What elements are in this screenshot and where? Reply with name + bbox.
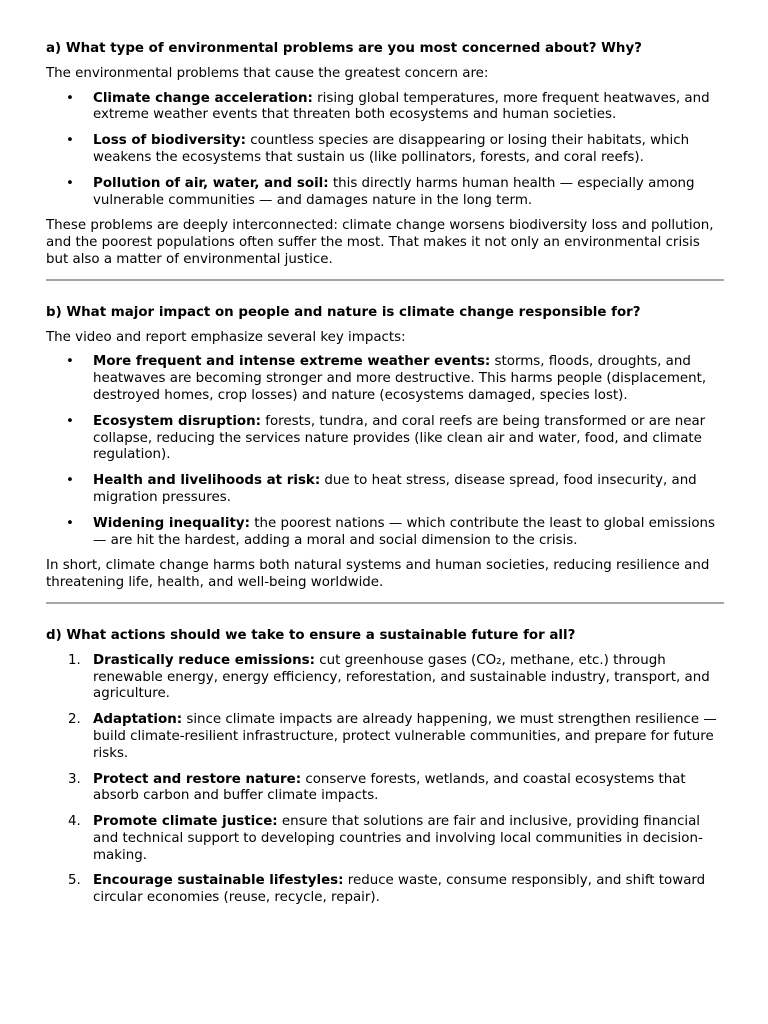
item-lead: Adaptation: (93, 712, 183, 728)
list-item (46, 473, 724, 507)
section-b-intro: The video and report emphasize several key impacts: (46, 329, 406, 345)
list-item (46, 414, 724, 464)
item-number: 5. (68, 873, 81, 889)
numbered-item (46, 814, 724, 864)
item-lead: Health and livelihoods at risk: (93, 473, 321, 489)
document-page (46, 41, 724, 916)
section-a-list (46, 91, 724, 210)
bullet-marker: • (66, 413, 74, 429)
item-text: countless species are disappearing or losing their habitats, which weakens the ecosystems that sustain us (like pollinators, forests, and coral reefs). (93, 133, 690, 165)
list-item (46, 176, 724, 210)
item-number: 1. (68, 652, 81, 668)
item-lead: Encourage sustainable lifestyles: (93, 873, 344, 889)
item-text: reduce waste, consume responsibly, and shift toward circular economies (reuse, recycle, repair). (93, 873, 706, 906)
item-lead: Pollution of air, water, and soil: (93, 175, 329, 191)
section-b (46, 305, 724, 592)
item-lead: Promote climate justice: (93, 814, 278, 830)
section-b-list (46, 354, 724, 549)
section-divider (46, 602, 724, 604)
section-d-list (46, 653, 724, 907)
section-a-heading: a) What type of environmental problems are you most concerned about? Why? (46, 41, 642, 56)
item-text: conserve forests, wetlands, and coastal ecosystems that absorb carbon and buffer climate impacts. (93, 771, 686, 804)
numbered-item (46, 712, 724, 762)
item-text: forests, tundra, and coral reefs are being transformed or are near collapse, reducing the services nature provides (like clean air and water, food, and climate regulation). (93, 413, 706, 463)
item-text: rising global temperatures, more frequent heatwaves, and extreme weather events that threaten both ecosystems and human societies. (93, 90, 710, 123)
numbered-item (46, 772, 724, 806)
section-a-closing: These problems are deeply interconnected: climate change worsens biodiversity loss and pollution, and the poorest populations often suffer the most. That makes it not only an environmental crisis but also a matter of environmental justice. (46, 218, 714, 267)
item-number: 4. (68, 814, 81, 830)
bullet-marker: • (66, 175, 74, 191)
list-item (46, 516, 724, 550)
item-lead: Drastically reduce emissions: (93, 652, 315, 668)
item-text: storms, floods, droughts, and heatwaves are becoming stronger and more destructive. This harms people (displacement, destroyed homes, crop losses) and nature (ecosystems damaged, species lost). (93, 354, 707, 403)
item-text: this directly harms human health — especially among vulnerable communities — and damages nature in the long term. (93, 175, 695, 208)
bullet-marker: • (66, 90, 74, 106)
section-a (46, 41, 724, 269)
section-d (46, 628, 724, 907)
section-d-heading: d) What actions should we take to ensure a sustainable future for all? (46, 627, 576, 643)
section-b-closing: In short, climate change harms both natural systems and human societies, reducing resilience and threatening life, health, and well-being worldwide. (46, 558, 710, 591)
item-lead: Loss of biodiversity: (93, 133, 247, 149)
item-text: the poorest nations — which contribute the least to global emissions — are hit the hardest, adding a moral and social dimension to the crisis. (93, 515, 716, 548)
section-b-heading: b) What major impact on people and nature is climate change responsible for? (46, 304, 641, 320)
item-lead: Climate change acceleration: (93, 90, 313, 106)
list-item (46, 133, 724, 167)
bullet-marker: • (66, 133, 74, 149)
numbered-item (46, 873, 724, 907)
item-text: ensure that solutions are fair and inclusive, providing financial and technical support to developing countries and involving local communities in decision-making. (93, 814, 703, 863)
bullet-marker: • (66, 473, 74, 489)
item-number: 3. (68, 771, 81, 787)
section-divider (46, 279, 724, 281)
item-number: 2. (68, 712, 81, 728)
item-lead: Protect and restore nature: (93, 771, 302, 787)
item-lead: More frequent and intense extreme weather events: (93, 354, 491, 370)
bullet-marker: • (66, 515, 74, 531)
list-item (46, 354, 724, 404)
item-text: due to heat stress, disease spread, food insecurity, and migration pressures. (93, 473, 697, 505)
list-item (46, 91, 724, 125)
item-text: cut greenhouse gases (CO₂, methane, etc.) through renewable energy, energy efficiency, reforestation, and sustainable industry, transport, and agriculture. (93, 652, 710, 702)
numbered-item (46, 653, 724, 703)
item-lead: Widening inequality: (93, 515, 250, 531)
section-a-intro: The environmental problems that cause the greatest concern are: (46, 65, 489, 81)
item-lead: Ecosystem disruption: (93, 413, 261, 429)
item-text: since climate impacts are already happening, we must strengthen resilience — build climate-resilient infrastructure, protect vulnerable communities, and prepare for future risks. (93, 712, 717, 761)
bullet-marker: • (66, 354, 74, 370)
